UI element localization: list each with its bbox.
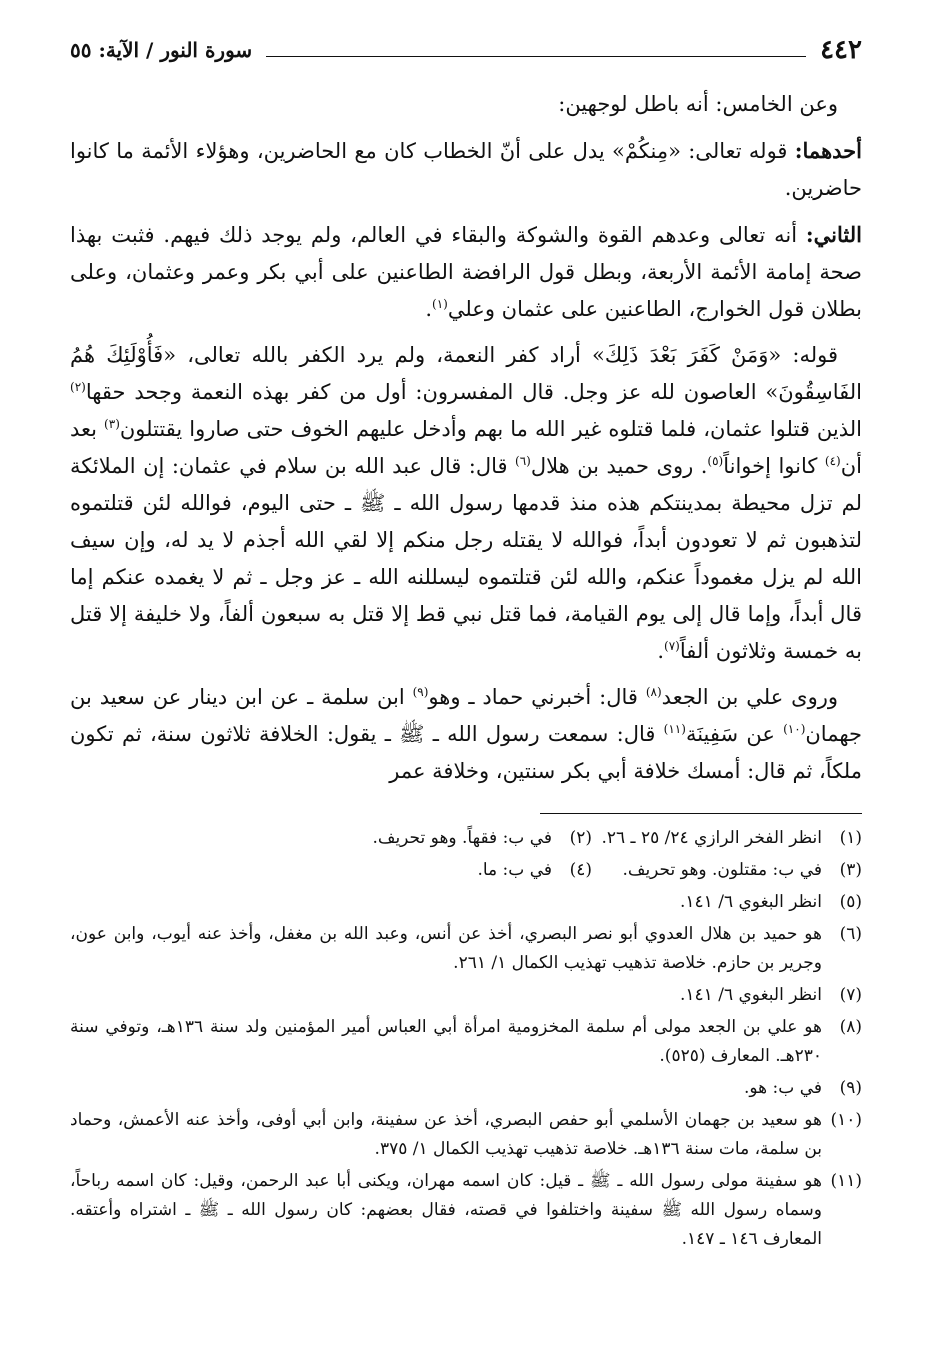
footnote-text: هو سفينة مولى رسول الله ـ ﷺ ـ قيل: كان اسمه مهران، ويكنى أبا عبد الرحمن، وقيل: كان اسمه رباحاً، وسماه رسول الله ﷺ سفينة واختلفوا في قصته، فقال بعضهم: كان رسول الله ـ ﷺ ـ اشتراه وأعتقه. المعارف ١٤٦ ـ ١٤٧. bbox=[70, 1171, 822, 1249]
paragraph-text: قال: قال عبد الله بن سلام في عثمان: إن الملائكة لم تزل محيطة بمدينتكم هذه منذ قدمها رسول الله ـ ﷺ ـ حتى اليوم، فوالله لئن قتلتموه لتذهبون ثم لا تعودون أبداً، فوالله لا يقتله رجل منكم إلا لقي الله أجذم لا يد له، وإن سيف الله لم يزل مغموداً عنكم، والله لئن قتلتموه ليسللنه الله ـ عز وجل ـ ثم لا يغمده عنكم إما قال أبداً، وإما قال إلى يوم القيامة، فما قتل نبي قط إلا قتل به سبعون ألفاً، ولا خليفة إلا قتل به خمسة وثلاثون ألفاً bbox=[70, 454, 862, 663]
footnote bbox=[322, 856, 592, 885]
paragraph-text: . bbox=[425, 297, 433, 321]
paragraph bbox=[70, 132, 862, 207]
paragraph bbox=[70, 337, 862, 670]
main-text bbox=[70, 86, 862, 790]
footnote-separator-wrap bbox=[70, 799, 862, 824]
footnote-ref[interactable]: (١٠) bbox=[783, 722, 806, 736]
surah-title: سورة النور / الآية: ٥٥ bbox=[70, 38, 253, 62]
footnote-number: (٩) bbox=[839, 1078, 862, 1098]
paragraph-text: أنه تعالى وعدهم القوة والشوكة والبقاء في العالم، ولم يوجد ذلك فيهم. فثبت بهذا صحة إمامة الأئمة الأربعة، وبطل قول الرافضة الطاعنين على أبي بكر وعمر وعثمان، وعلى بطلان قول الخوارج، الطاعنين على عثمان وعلي bbox=[70, 223, 863, 321]
paragraph bbox=[70, 86, 862, 123]
footnote-number: (٧) bbox=[839, 985, 862, 1005]
footnote bbox=[592, 824, 862, 853]
footnote-text: هو سعيد بن جهمان الأسلمي أبو حفص البصري، أخذ عن سفينة، وابن أبي أوفى، وأخذ عنه الأعمش، وحماد بن سلمة، مات سنة ١٣٦هـ. خلاصة تذهيب تهذيب الكمال ١/ ٣٧٥. bbox=[70, 1110, 822, 1159]
paragraph bbox=[70, 679, 862, 790]
footnote-ref[interactable]: (٥) bbox=[707, 454, 724, 468]
footnote-number: (٢) bbox=[569, 828, 592, 848]
paragraph-lead: الثاني: bbox=[805, 222, 862, 247]
footnote-separator bbox=[540, 813, 862, 814]
footnote-text: في ب: ما. bbox=[477, 860, 552, 880]
paragraph-text: قال: أخبرني حماد ـ وهو bbox=[428, 685, 646, 709]
footnote bbox=[70, 1013, 862, 1071]
paragraph-text: قال: سمعت رسول الله ـ ﷺ ـ يقول: الخلافة ثلاثون سنة، ثم تكون ملكاً، ثم قال: أمسك خلافة أبي بكر سنتين، وخلافة عمر bbox=[70, 722, 862, 783]
paragraph-text: عن سَفِينَة bbox=[685, 722, 784, 746]
footnote-pair bbox=[70, 856, 862, 885]
paragraph-text: وروى علي بن الجعد bbox=[661, 685, 838, 709]
footnote-text: انظر البغوي ٦/ ١٤١. bbox=[679, 985, 822, 1005]
footnote-number: (٤) bbox=[569, 860, 592, 880]
paragraph bbox=[70, 216, 862, 328]
footnote-text: في ب: مقتلون. وهو تحريف. bbox=[622, 860, 822, 880]
footnote-pair bbox=[70, 824, 862, 853]
header-rule bbox=[266, 56, 806, 57]
footnote-number: (٣) bbox=[839, 860, 862, 880]
footnote bbox=[70, 888, 862, 917]
page-number: ٤٤٢ bbox=[820, 35, 862, 65]
paragraph-text: الذين قتلوا عثمان، فلما قتلوه غير الله ما بهم وأدخل عليهم الخوف حتى صاروا يقتتلون bbox=[119, 417, 862, 441]
footnote-ref[interactable]: (١) bbox=[432, 297, 448, 311]
footnote-text: هو علي بن الجعد مولى أم سلمة المخزومية امرأة أبي العباس أمير المؤمنين ولد سنة ١٣٦هـ، وتوفي سنة ٢٣٠هـ. المعارف (٥٢٥). bbox=[70, 1017, 823, 1066]
footnote-text: هو حميد بن هلال العدوي أبو نصر البصري، أخذ عن أنس، وعبد الله بن مغفل، وأخذ عنه أيوب، وابن عون، وجرير بن حازم. خلاصة تذهيب تهذيب الكمال ١/ ٢٦١. bbox=[70, 924, 822, 973]
footnote-number: (١٠) bbox=[830, 1110, 862, 1130]
footnote-number: (١١) bbox=[830, 1171, 862, 1191]
footnote-ref[interactable]: (٤) bbox=[824, 454, 841, 468]
footnote-ref[interactable]: (٨) bbox=[645, 685, 662, 699]
paragraph-text: وعن الخامس: أنه باطل لوجهين: bbox=[558, 92, 838, 116]
paragraph-lead: أحدهما: bbox=[794, 138, 862, 163]
paragraph-text: بعد أن bbox=[70, 417, 862, 478]
running-header bbox=[70, 28, 862, 72]
footnote bbox=[70, 981, 862, 1010]
footnote-text: في ب: هو. bbox=[744, 1078, 822, 1098]
footnote bbox=[70, 920, 862, 978]
footnote-ref[interactable]: (١١) bbox=[663, 722, 686, 736]
footnotes bbox=[70, 824, 862, 1254]
footnote-number: (٥) bbox=[839, 892, 862, 912]
footnote-ref[interactable]: (٣) bbox=[104, 417, 120, 431]
footnote-ref[interactable]: (٩) bbox=[412, 685, 429, 699]
footnote-ref[interactable]: (٦) bbox=[515, 454, 531, 468]
paragraph-text: . bbox=[657, 639, 665, 663]
paragraph-text: ابن سلمة ـ عن ابن دينار عن سعيد بن جهمان bbox=[70, 685, 862, 746]
paragraph-text: قوله: «وَمَنْ كَفَرَ بَعْدَ ذَلِكَ» أراد كفر النعمة، ولم يرد الكفر بالله تعالى، «فَأُوْلَئِكَ هُمُ الفَاسِقُونَ» العاصون لله عز وجل. قال المفسرون: أول من كفر بهذه النعمة وجحد حقها bbox=[70, 343, 862, 404]
footnote bbox=[70, 1074, 862, 1103]
footnote-ref[interactable]: (٢) bbox=[70, 380, 86, 394]
footnote-text: في ب: فقهاً. وهو تحريف. bbox=[372, 828, 552, 848]
paragraph-text: كانوا إخواناً bbox=[723, 454, 825, 478]
footnote-number: (٨) bbox=[839, 1017, 862, 1037]
footnote bbox=[70, 1167, 862, 1254]
paragraph-text: . روى حميد بن هلال bbox=[530, 454, 708, 478]
footnote bbox=[70, 1106, 862, 1164]
footnote bbox=[322, 824, 592, 853]
footnote-number: (١) bbox=[839, 828, 862, 848]
footnote-text: انظر البغوي ٦/ ١٤١. bbox=[679, 892, 822, 912]
paragraph-text: قوله تعالى: «مِنكُمْ» يدل على أنّ الخطاب كان مع الحاضرين، وهؤلاء الأئمة ما كانوا حاضرين. bbox=[70, 139, 862, 200]
footnote-text: انظر الفخر الرازي ٢٤/ ٢٥ ـ ٢٦. bbox=[601, 828, 822, 848]
footnote-ref[interactable]: (٧) bbox=[664, 639, 680, 653]
footnote-number: (٦) bbox=[839, 924, 862, 944]
footnote bbox=[592, 856, 862, 885]
